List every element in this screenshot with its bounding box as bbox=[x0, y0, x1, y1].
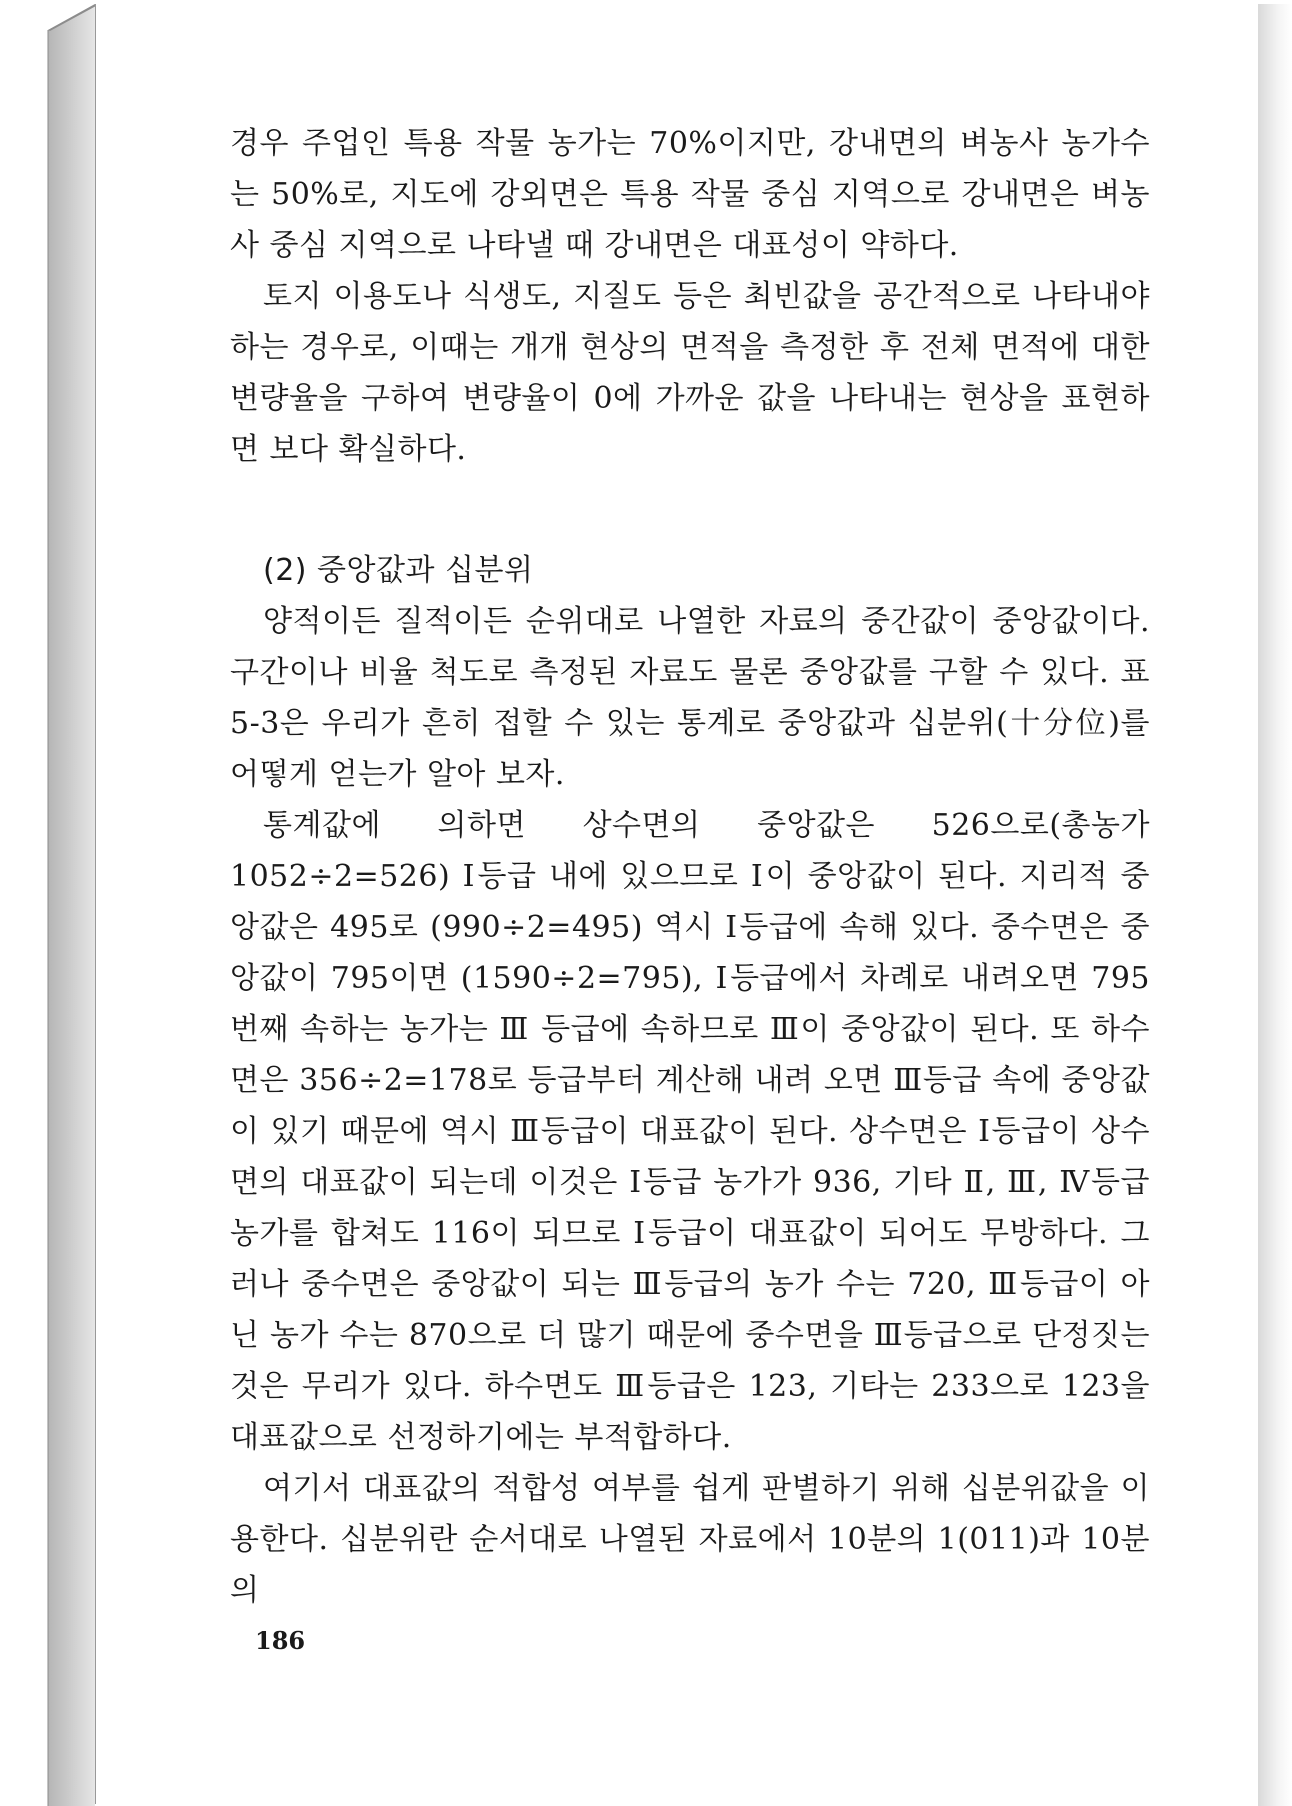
page-number: 186 bbox=[255, 1626, 306, 1655]
page-edge-shadow bbox=[1258, 4, 1292, 1806]
paragraph-1: 경우 주업인 특용 작물 농가는 70%이지만, 강내면의 벼농사 농가수는 50%로, 지도에 강외면은 특용 작물 중심 지역으로 강내면은 벼농사 중심 지역으로 나타낼 때 강내면은 대표성이 약하다. bbox=[230, 126, 1150, 263]
paragraph-4: 통계값에 의하면 상수면의 중앙값은 526으로(총농가 1052÷2=526) Ⅰ등급 내에 있으므로 Ⅰ이 중앙값이 된다. 지리적 중앙값은 495로 (990÷2=495) 역시 Ⅰ등급에 속해 있다. 중수면은 중앙값이 795이면 (1590÷2=795), Ⅰ등급에서 차례로 내려오면 795번째 속하는 농가는 Ⅲ 등급에 속하므로 Ⅲ이 중앙값이 된다. 또 하수면은 356÷2=178로 등급부터 계산해 내려 오면 Ⅲ등급 속에 중앙값이 있기 때문에 역시 Ⅲ등급이 대표값이 된다. 상수면은 Ⅰ등급이 상수면의 대표값이 되는데 이것은 Ⅰ등급 농가가 936, 기타 Ⅱ, Ⅲ, Ⅳ등급 농가를 합쳐도 116이 되므로 Ⅰ등급이 대표값이 되어도 무방하다. 그러나 중수면은 중앙값이 되는 Ⅲ등급의 농가 수는 720, Ⅲ등급이 아닌 농가 수는 870으로 더 많기 때문에 중수면을 Ⅲ등급으로 단정짓는 것은 무리가 있다. 하수면도 Ⅲ등급은 123, 기타는 233으로 123을 대표값으로 선정하기에는 부적합하다. bbox=[230, 808, 1150, 1455]
paragraph-3: 양적이든 질적이든 순위대로 나열한 자료의 중간값이 중앙값이다. 구간이나 비율 척도로 측정된 자료도 물론 중앙값를 구할 수 있다. 표 5-3은 우리가 흔히 접할 수 있는 통계로 중앙값과 십분위(十分位)를 어떻게 얻는가 알아 보자. bbox=[230, 604, 1150, 792]
paragraph-2: 토지 이용도나 식생도, 지질도 등은 최빈값을 공간적으로 나타내야 하는 경우로, 이때는 개개 현상의 면적을 측정한 후 전체 면적에 대한 변량율을 구하여 변량율이 0에 가까운 값을 나타내는 현상을 표현하면 보다 확실하다. bbox=[230, 279, 1150, 467]
section-heading: (2) 중앙값과 십분위 bbox=[263, 553, 534, 588]
paragraph-5: 여기서 대표값의 적합성 여부를 쉽게 판별하기 위해 십분위값을 이용한다. 십분위란 순서대로 나열된 자료에서 10분의 1(011)과 10분의 bbox=[230, 1471, 1150, 1608]
page-body bbox=[230, 118, 1150, 1616]
